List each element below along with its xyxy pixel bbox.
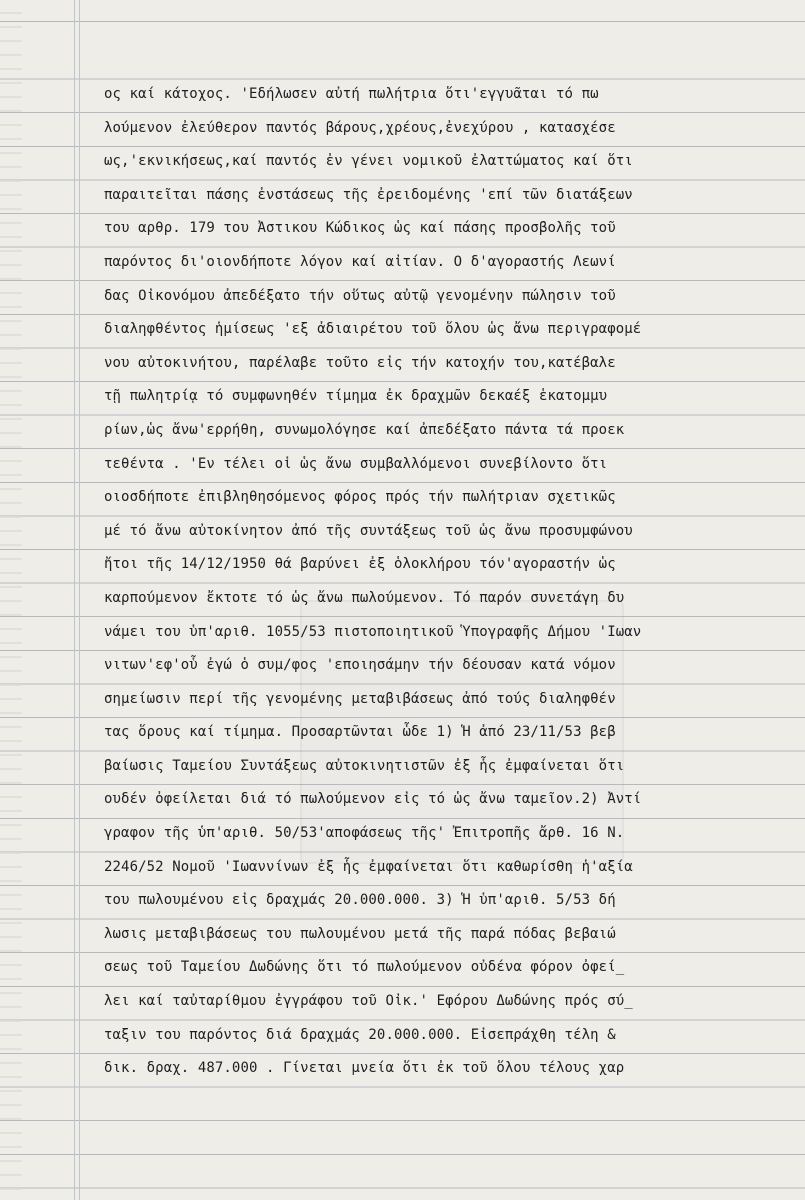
text-line-6: παρόντος δι'οιονδήποτε λόγον καί αἰτίαν. Ο δ'αγοραστής Λεωνί xyxy=(104,253,616,270)
text-line-12: τεθέντα . 'Εν τέλει οἱ ὡς ἄνω συμβαλλόμενοι συνεβίλοντο ὅτι xyxy=(104,455,608,472)
typed-text-body xyxy=(104,78,744,1086)
text-line-1: ος καί κάτοχος. 'Εδήλωσεν αὐτή πωλήτρια ὅτι'εγγυᾶται τό πω xyxy=(104,86,599,102)
text-line-7: δας Οἰκονόμου ἀπεδέξατο τήν οὕτως αὐτῷ γενομένην πώλησιν τοῦ xyxy=(104,287,616,304)
text-line-18: νιτων'εφ'οὗ ἐγώ ὁ συμ/φος 'εποιησάμην τήν δέουσαν κατά νόμον xyxy=(104,657,616,674)
text-line-16: καρπούμενον ἔκτοτε τό ὡς ἄνω πωλούμενον. Τό παρόν συνετάγη δυ xyxy=(104,589,625,606)
text-line-26: λωσις μεταβιβάσεως του πωλουμένου μετά τῆς παρά πόδας βεβαιώ xyxy=(104,925,616,942)
text-line-3: ως,'εκνικήσεως,καί παντός ἐν γένει νομικοῦ ἐλαττώματος καί ὅτι xyxy=(104,153,633,170)
text-line-23: γραφον τῆς ὑπ'αριθ. 50/53'αποφάσεως τῆς' Ἐπιτροπῆς ἄρθ. 16 Ν. xyxy=(104,825,625,842)
text-line-17: νάμει του ὑπ'αριθ. 1055/53 πιστοποιητικοῦ Ὑπογραφῆς Δήμου 'Ιωαν xyxy=(104,623,642,640)
margin-rule xyxy=(74,0,75,1200)
margin-rule-inner xyxy=(79,0,80,1200)
text-line-20: τας ὅρους καί τίμημα. Προσαρτῶνται ὧδε 1) Ἡ ἀπό 23/11/53 βεβ xyxy=(104,724,616,741)
text-line-25: του πωλουμένου εἰς δραχμάς 20.000.000. 3) Ἡ ὑπ'αριθ. 5/53 δή xyxy=(104,892,616,909)
text-line-13: οιοσδήποτε ἐπιβληθησόμενος φόρος πρός τήν πωλήτριαν σχετικῶς xyxy=(104,489,616,506)
text-line-14: μέ τό ἄνω αὐτοκίνητον ἀπό τῆς συντάξεως τοῦ ὡς ἄνω προσυμφώνου xyxy=(104,522,633,539)
perforation-edge xyxy=(0,0,22,1200)
text-line-19: σημείωσιν περί τῆς γενομένης μεταβιβάσεως ἀπό τούς διαληφθέν xyxy=(104,690,616,707)
text-line-5: του αρθρ. 179 του Ἀστικου Κώδικος ὡς καί πάσης προσβολῆς τοῦ xyxy=(104,220,616,237)
text-line-4: παραιτεῖται πάσης ἐνστάσεως τῆς ἐρειδομένης 'επί τῶν διατάξεων xyxy=(104,186,633,203)
text-line-22: ουδέν ὀφείλεται διά τό πωλούμενον εἰς τό ὡς ἄνω ταμεῖον.2) Ἀντί xyxy=(104,791,642,808)
text-line-28: λει καί ταὐταρίθμου ἐγγράφου τοῦ Οἰκ.' Εφόρου Δωδώνης πρός σύ_ xyxy=(104,993,633,1010)
text-line-10: τῇ πωλητρίᾳ τό συμφωνηθέν τίμημα ἐκ δραχμῶν δεκαέξ ἑκατομμυ xyxy=(104,388,608,405)
text-line-27: σεως τοῦ Ταμείου Δωδώνης ὅτι τό πωλούμενον οὐδένα φόρον ὀφεί_ xyxy=(104,959,625,976)
text-line-9: νου αὐτοκινήτου, παρέλαβε τοῦτο εἰς τήν κατοχήν του,κατέβαλε xyxy=(104,354,616,371)
text-line-29: ταξιν του παρόντος διά δραχμάς 20.000.000. Εἰσεπράχθη τέλη & xyxy=(104,1026,616,1043)
text-line-24: 2246/52 Νομοῦ 'Ιωαννίνων ἐξ ἧς ἐμφαίνεται ὅτι καθωρίσθη ἡ'αξία xyxy=(104,858,633,875)
text-line-30: δικ. δραχ. 487.000 . Γίνεται μνεία ὅτι ἐκ τοῦ ὅλου τέλους χαρ xyxy=(104,1060,625,1077)
text-line-15: ἤτοι τῆς 14/12/1950 θά βαρύνει ἐξ ὁλοκλήρου τόν'αγοραστήν ὡς xyxy=(104,556,616,573)
text-line-21: βαίωσις Ταμείου Συντάξεως αὐτοκινητιστῶν ἐξ ἧς ἐμφαίνεται ὅτι xyxy=(104,757,625,774)
text-line-2: λούμενον ἐλεύθερον παντός βάρους,χρέους,ἐνεχύρου , κατασχέσε xyxy=(104,119,616,136)
text-line-11: ρίων,ὡς ἄνω'ερρήθη, συνωμολόγησε καί ἀπεδέξατο πάντα τά προεκ xyxy=(104,421,625,438)
text-line-8: διαληφθέντος ἡμίσεως 'εξ ἀδιαιρέτου τοῦ ὅλου ὡς ἄνω περιγραφομέ xyxy=(104,321,642,338)
